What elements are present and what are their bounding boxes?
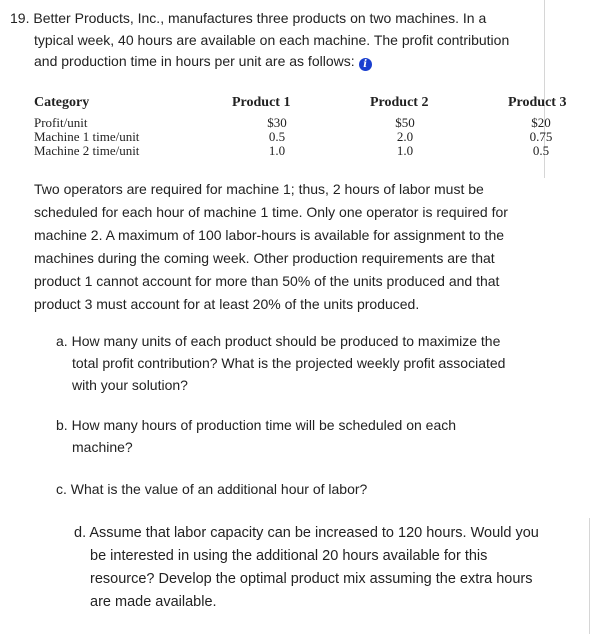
intro-line-1: Better Products, Inc., manufactures three products on two machines. In a <box>33 10 487 26</box>
question-line: resource? Develop the optimal product mix assuming the extra hours <box>90 571 533 587</box>
table-cell: 0.5 <box>268 129 286 144</box>
table-header: Product 1 <box>232 95 291 110</box>
table-cell: 0.75 <box>529 129 553 144</box>
table-cell: Machine 2 time/unit <box>34 143 140 158</box>
paragraph-line: scheduled for each hour of machine 1 time. Only one operator is required for <box>34 204 508 220</box>
table-cell: 1.0 <box>396 143 414 158</box>
question-a <box>56 330 526 396</box>
problem-intro <box>10 8 540 73</box>
question-line: be interested in using the additional 20 hours available for this <box>90 548 488 564</box>
table-cell: $20 <box>531 115 551 130</box>
question-line: Assume that labor capacity can be increased to 120 hours. Would you <box>89 525 539 541</box>
question-b <box>56 414 526 458</box>
table-cell: Profit/unit <box>34 115 88 130</box>
table-header: Product 3 <box>508 95 567 110</box>
question-line: How many units of each product should be produced to maximize the <box>71 333 501 349</box>
problem-number: 19. <box>10 10 30 26</box>
question-line: with your solution? <box>72 377 188 393</box>
question-label: a. <box>56 333 68 349</box>
table-header-row <box>34 94 574 116</box>
table-cell: $50 <box>395 115 415 130</box>
question-d <box>74 522 574 614</box>
table-row <box>34 130 574 144</box>
table-header: Category <box>34 95 90 110</box>
paragraph-line: machine 2. A maximum of 100 labor-hours is available for assignment to the <box>34 227 505 243</box>
table-cell: 2.0 <box>396 129 414 144</box>
data-table <box>34 94 574 158</box>
question-line: are made available. <box>90 594 217 610</box>
question-line: machine? <box>72 439 133 455</box>
table-row <box>34 116 574 130</box>
intro-line-3: and production time in hours per unit are as follows: <box>34 53 355 69</box>
problem-paragraph <box>34 178 544 316</box>
table-cell: $30 <box>267 115 287 130</box>
info-icon[interactable]: i <box>359 58 372 71</box>
paragraph-line: product 3 must account for at least 20% of the units produced. <box>34 296 420 312</box>
paragraph-line: product 1 cannot account for more than 50% of the units produced and that <box>34 273 500 289</box>
table-cell: 0.5 <box>532 143 550 158</box>
paragraph-line: machines during the coming week. Other production requirements are that <box>34 250 495 266</box>
intro-line-2: typical week, 40 hours are available on each machine. The profit contribution <box>34 31 510 48</box>
question-line: How many hours of production time will be scheduled on each <box>71 417 457 433</box>
table-cell: 1.0 <box>268 143 286 158</box>
question-line: total profit contribution? What is the projected weekly profit associated <box>72 355 506 371</box>
table-row <box>34 144 574 158</box>
question-c <box>56 478 526 500</box>
question-label: b. <box>56 417 68 433</box>
question-label: c. <box>56 481 67 497</box>
question-label: d. <box>74 525 87 541</box>
paragraph-line: Two operators are required for machine 1; thus, 2 hours of labor must be <box>34 181 484 197</box>
table-cell: Machine 1 time/unit <box>34 129 140 144</box>
table-header: Product 2 <box>370 95 429 110</box>
divider-line <box>589 518 590 634</box>
question-line: What is the value of an additional hour of labor? <box>70 481 368 497</box>
